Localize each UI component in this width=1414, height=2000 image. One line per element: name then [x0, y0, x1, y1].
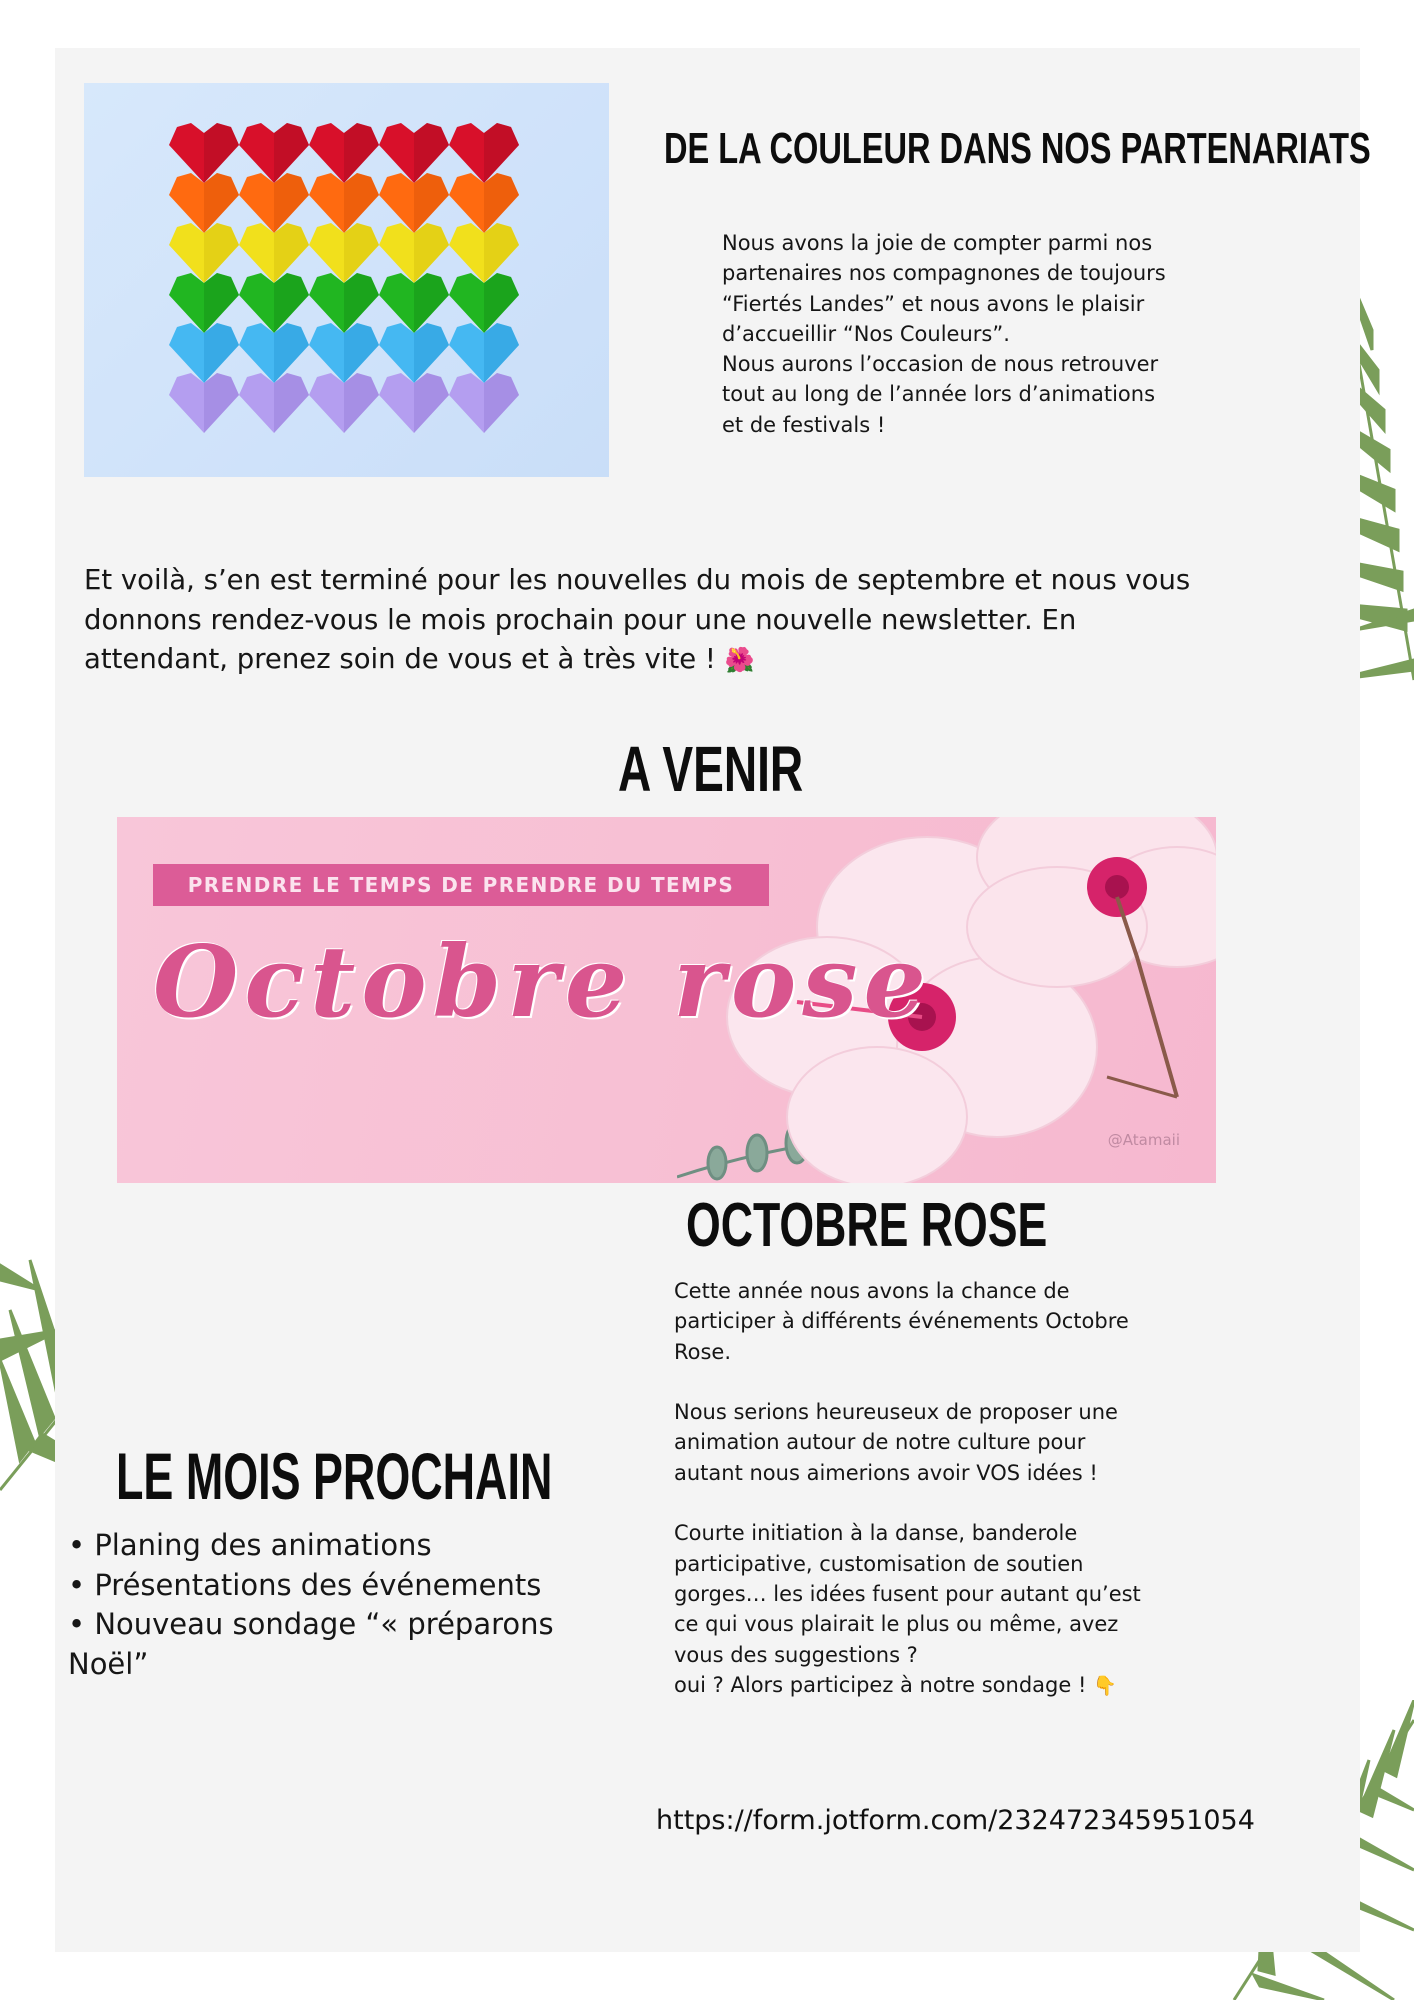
origami-heart-fold — [204, 223, 239, 283]
origami-heart-fold — [204, 373, 239, 433]
origami-heart-fold — [484, 223, 519, 283]
origami-heart-fold — [204, 123, 239, 183]
origami-heart-fold — [274, 273, 309, 333]
list-item: • Planing des animations — [68, 1528, 432, 1562]
closing-paragraph — [84, 561, 1190, 681]
origami-heart-fold — [274, 173, 309, 233]
origami-heart-fold — [344, 173, 379, 233]
origami-heart-fold — [344, 373, 379, 433]
origami-heart-fold — [274, 223, 309, 283]
origami-heart-fold — [414, 223, 449, 283]
origami-hearts-photo — [84, 83, 609, 477]
origami-heart-fold — [414, 173, 449, 233]
next-month-list — [68, 1526, 554, 1684]
origami-heart-fold — [344, 323, 379, 383]
origami-heart-fold — [274, 323, 309, 383]
hibiscus-emoji-icon: 🌺 — [724, 646, 755, 674]
origami-heart-fold — [414, 323, 449, 383]
origami-heart-fold — [414, 123, 449, 183]
origami-heart-fold — [484, 323, 519, 383]
banner-script-title: Octobre rose — [153, 925, 932, 1040]
origami-heart-fold — [344, 223, 379, 283]
origami-heart-fold — [484, 273, 519, 333]
banner-credit: @Atamaii — [1107, 1131, 1180, 1149]
origami-heart-fold — [274, 373, 309, 433]
banner-tagline: PRENDRE LE TEMPS DE PRENDRE DU TEMPS — [153, 864, 769, 906]
octobre-rose-text-block — [674, 1276, 1141, 1701]
origami-heart-fold — [484, 373, 519, 433]
origami-heart-fold — [414, 273, 449, 333]
list-item: • Présentations des événements — [68, 1567, 542, 1602]
origami-heart-fold — [204, 323, 239, 383]
origami-heart-fold — [344, 273, 379, 333]
survey-link[interactable]: https://form.jotform.com/232472345951054 — [656, 1805, 1255, 1836]
next-month-title: LE MOIS PROCHAIN — [116, 1439, 553, 1513]
origami-heart-fold — [274, 123, 309, 183]
origami-heart-fold — [204, 273, 239, 333]
origami-heart-fold — [204, 173, 239, 233]
upcoming-title: A VENIR — [618, 733, 804, 805]
partnerships-title: DE LA COULEUR DANS NOS PARTENARIATS — [664, 124, 1371, 173]
list-item: Noël” — [68, 1646, 149, 1681]
origami-heart-fold — [414, 373, 449, 433]
origami-heart-fold — [484, 123, 519, 183]
origami-heart-fold — [484, 173, 519, 233]
octobre-rose-banner — [117, 817, 1216, 1183]
partnerships-text: Nous avons la joie de compter parmi nos partenaires nos compagnones de toujours “Fiertés Landes” et nous avons le plaisir d’accueillir “Nos Couleurs”. Nous aurons l’occasion de nous retrouver tout au long de l’année lors d’animations et de festivals ! — [722, 231, 1166, 437]
octobre-rose-text: Cette année nous avons la chance de participer à différents événements Octobre Rose. Nous serions heureuseux de proposer une animation autour de notre culture pour autant nous aimerions avoir VOS idées ! Courte initiation à la danse, banderole participative, customisation de soutien gorges… les idées fusent pour autant qu’est ce qui vous plairait le plus ou même, avez vous des suggestions ? oui ? Alors participez à notre sondage ! — [674, 1279, 1141, 1697]
origami-heart-fold — [344, 123, 379, 183]
closing-text: Et voilà, s’en est terminé pour les nouvelles du mois de septembre et nous vous donnons rendez-vous le mois prochain pour une nouvelle newsletter. En attendant, prenez soin de vous et à très vite ! — [84, 564, 1191, 675]
pointing-down-emoji-icon: 👇 — [1093, 1674, 1117, 1697]
octobre-rose-title: OCTOBRE ROSE — [686, 1191, 1048, 1260]
list-item: • Nouveau sondage “« préparons — [68, 1607, 554, 1641]
